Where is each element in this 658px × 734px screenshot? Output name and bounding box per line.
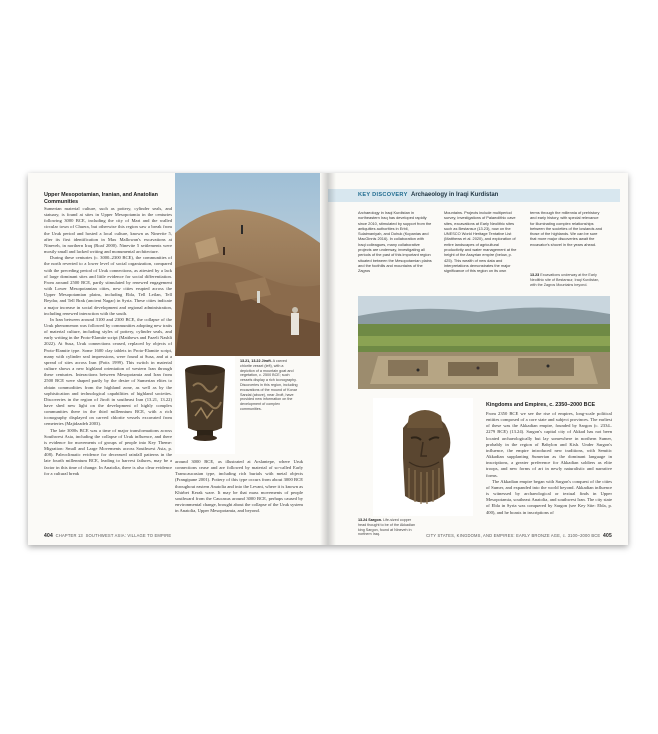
- chapter-title: SOUTHWEST ASIA: VILLAGE TO EMPIRE: [85, 533, 172, 538]
- left-page: [28, 173, 328, 545]
- key-discovery-banner: [328, 189, 620, 202]
- section-heading-kingdoms-empires: Kingdoms and Empires, c. 2350–2000 BCE: [486, 402, 596, 408]
- paragraph: From 2350 BCE we see the rise of empires, long-scale political entities composed of a core state and subject provinces. The earliest of these was the Akkadian empire, founded by Sargon (c. 2334–2279 BCE) (13.24). Sargon's capital city of Akkad has not been located archaeologically but lay somewhere in northern Sumer, probably in the region of Babylon and Kish. Under Sargon's influence, the empire introduced new traditions, with Semitic Akkadian supplanting Sumerian as the dominant language in inscriptions, a greater preference for Akkadian soldiers as elite troops, and new forms of art in newly naturalistic and narrative forms.: [486, 411, 612, 478]
- caption-title: Jiroft.: [261, 359, 272, 363]
- excavation-photo-konar-sandal: [175, 173, 320, 356]
- caption-text: A carved chlorite vessel (left), with a depiction of a mountain goat and vegetation, c. 2500 BCE; such vessels display a rich iconography. Discoveries in this region, including excavations of the mound of Konar Sandal (above), near Jiroft, have provided new information on the development of complex communities.: [240, 359, 298, 411]
- paragraph: During these centuries (c. 3000–2300 BCE), the communities of the north reverted to a lower level of social organization, compared with the preceding period of Uruk connections, as attested by a lack of large dominant sites and little evidence for social differentiation. From around 2500 BCE, partly stimulated by renewed engagement with Lower Mesopotamian cities, new cities erupted across the Upper Mesopotamian plains, including Ebla, Tell Leilan, Tell Beydar, and Tell Brak (ancient Nagar) in Syria. These cities indicate a major increase in social development and regional administration, including renewed interaction with the south.: [44, 255, 172, 316]
- caption-text: Life-sized copper head thought to be of the Akkadian king Sargon, found at Nineveh in northern Iraq.: [358, 518, 415, 537]
- book-gutter: [320, 173, 336, 545]
- paragraph: In Iran between around 3100 and 2300 BCE, the collapse of the Uruk phenomenon was followed by communities adopting new traits of material culture, including styles of pottery, cylinder seals, and early writing in the Proto-Elamite script (Matthews and Fazeli Nashli 2022). At Susa, Uruk connections ceased, replaced by objects of Proto-Elamite type. Some 1600 clay tablets in Proto-Elamite script, many with cylinder seal impressions, were found at Susa, and at a spread of sites across Iran (Potts 1999). This switch in material culture shows a new highland orientation of western Iran through these centuries. Interactions between Mesopotamia and Iran from 2500 BCE were shaped partly by the desire of Sumerian elites to obtain commodities from the highland zone, as well as by the sophistication and technological capabilities of highland societies. Discoveries in the region of Jiroft in southeast Iran (13.21, 13.22) have shed new light on the development of highly complex communities there in the third millennium BCE, with a rich iconography displayed on carved chlorite vessels excavated from cemeteries (Majidzadeh 2003).: [44, 316, 172, 427]
- section-heading-upper-mesopotamia: Upper Mesopotamian, Iranian, and Anatolian Communities: [44, 192, 158, 205]
- right-column-body: [486, 411, 612, 533]
- page-footer-left: [44, 533, 171, 539]
- paragraph: Sumerian material culture, such as pottery, cylinder seals, and statuary, is found at sites in Upper Mesopotamia in the centuries following 3000 BCE, including the city of Mari and the walled circular town of Chuera, but otherwise this region saw a break from the Uruk period and hosted a local culture, known as Ninevite 5, after its first identification in Max Mallowan's excavations at Nineveh, in northern Iraq (Roaf 2000). Ninevite 5 settlements were mostly small and lacked writing and monumental architecture.: [44, 206, 172, 255]
- caption-title: Sargon.: [368, 518, 382, 522]
- page-number: 404: [44, 533, 53, 539]
- page-footer-right: [426, 533, 612, 539]
- book-spread: [28, 173, 628, 545]
- figure-caption-jiroft: [240, 359, 298, 412]
- running-title: CITY STATES, KINGDOMS, AND EMPIRES: EARLY BRONZE AGE, c. 3100–2000 BCE: [426, 533, 601, 538]
- key-discovery-column-1: Archaeology in Iraqi Kurdistan in northeastern Iraq has developed rapidly since 2010, stimulated by support from the antiquities authorities in Erbil, Sulaimaniyah, and Dohuk (Kopanias and MacGinnis 2016). In collaboration with Iraqi colleagues, many collaborative projects are underway, investigating all periods of the past of this important region situated between the Mesopotamian plains and the foothills and mountains of the Zagros: [358, 210, 432, 274]
- caption-number: 13.21, 13.22: [240, 359, 261, 363]
- sargon-head-photo: [373, 398, 473, 516]
- chapter-label: CHAPTER 13: [55, 533, 83, 538]
- chlorite-vessel-photo: [175, 356, 235, 454]
- caption-number: 13.24: [358, 518, 368, 522]
- bestansur-excavation-photo: [358, 296, 610, 389]
- page-number: 405: [603, 533, 612, 539]
- key-discovery-label: KEY DISCOVERY: [358, 192, 408, 198]
- right-page: [328, 173, 628, 545]
- paragraph: The late 3000s BCE was a time of major transformations across Southwest Asia, including the collapse of Uruk influence, and there is evidence for movements of groups of people into Key Theme: Migration: Small and Large Movements across Southwest Asia, p. 408). Paleoclimatic evidence for decreased rainfall patterns in the late fourth millennium BCE, leading to harvest failures, may be a factor in this time of change. In Anatolia, there is also clear evidence for a cultural break: [44, 427, 172, 476]
- caption-text: Excavations underway at the Early Neolithic site of Bestansur, Iraqi Kurdistan, with the Zagros Mountains beyond.: [530, 273, 600, 287]
- caption-number: 13.23: [530, 273, 540, 277]
- figure-caption-sargon: [358, 518, 416, 537]
- key-discovery-column-3: terms through the millennia of prehistory and early history, with special relevance for illuminating complex relationships between the societies of the lowlands and those of the highlands. We can be sure that more major discoveries await the excavator's shovel in the years ahead.: [530, 210, 603, 247]
- key-discovery-title: Archaeology in Iraqi Kurdistan: [411, 192, 499, 198]
- key-discovery-column-2: Mountains. Projects include multiperiod survey, investigations of Palaeolithic cave sites, excavations at Early Neolithic sites such as Bestansur (13.23), now on the UNESCO World Heritage Tentative List (Matthews et al. 2020), and exploration of entire landscapes of agricultural productivity and water management at the height of the Assyrian empire (below, p. 425). This wealth of new data and interpretations demonstrates the major significance of this region on its own: [444, 210, 517, 274]
- paragraph: The Akkadian empire began with Sargon's conquest of the cities of Sumer, and expanded into the world beyond. Akkadian influence is witnessed by archaeological or textual finds in Upper Mesopotamia, southeast Anatolia, and southwest Iran. The city state of Ebla in Syria was conquered by Sargon (see Key Site: Ebla, p. 400), and he boasts in inscriptions of: [486, 478, 612, 515]
- left-column-1: [44, 206, 172, 532]
- figure-caption-bestansur: [530, 273, 604, 287]
- left-column-2: around 3000 BCE, as illustrated at Arslantepe, where Uruk connections cease and are followed by material of so-called Early Transcaucasian type, including rich burials with metal objects (Frangipane 2001). Pottery of this type occurs from about 3000 BCE throughout eastern Anatolia and into the Levant, where it is known as Khirbet Kerak ware. It may be that mass movements of people southward from the Caucasus around 3000 BCE, perhaps caused by environmental change, brought about the collapse of the Uruk system in Anatolia, Upper Mesopotamia, and beyond.: [175, 459, 303, 514]
